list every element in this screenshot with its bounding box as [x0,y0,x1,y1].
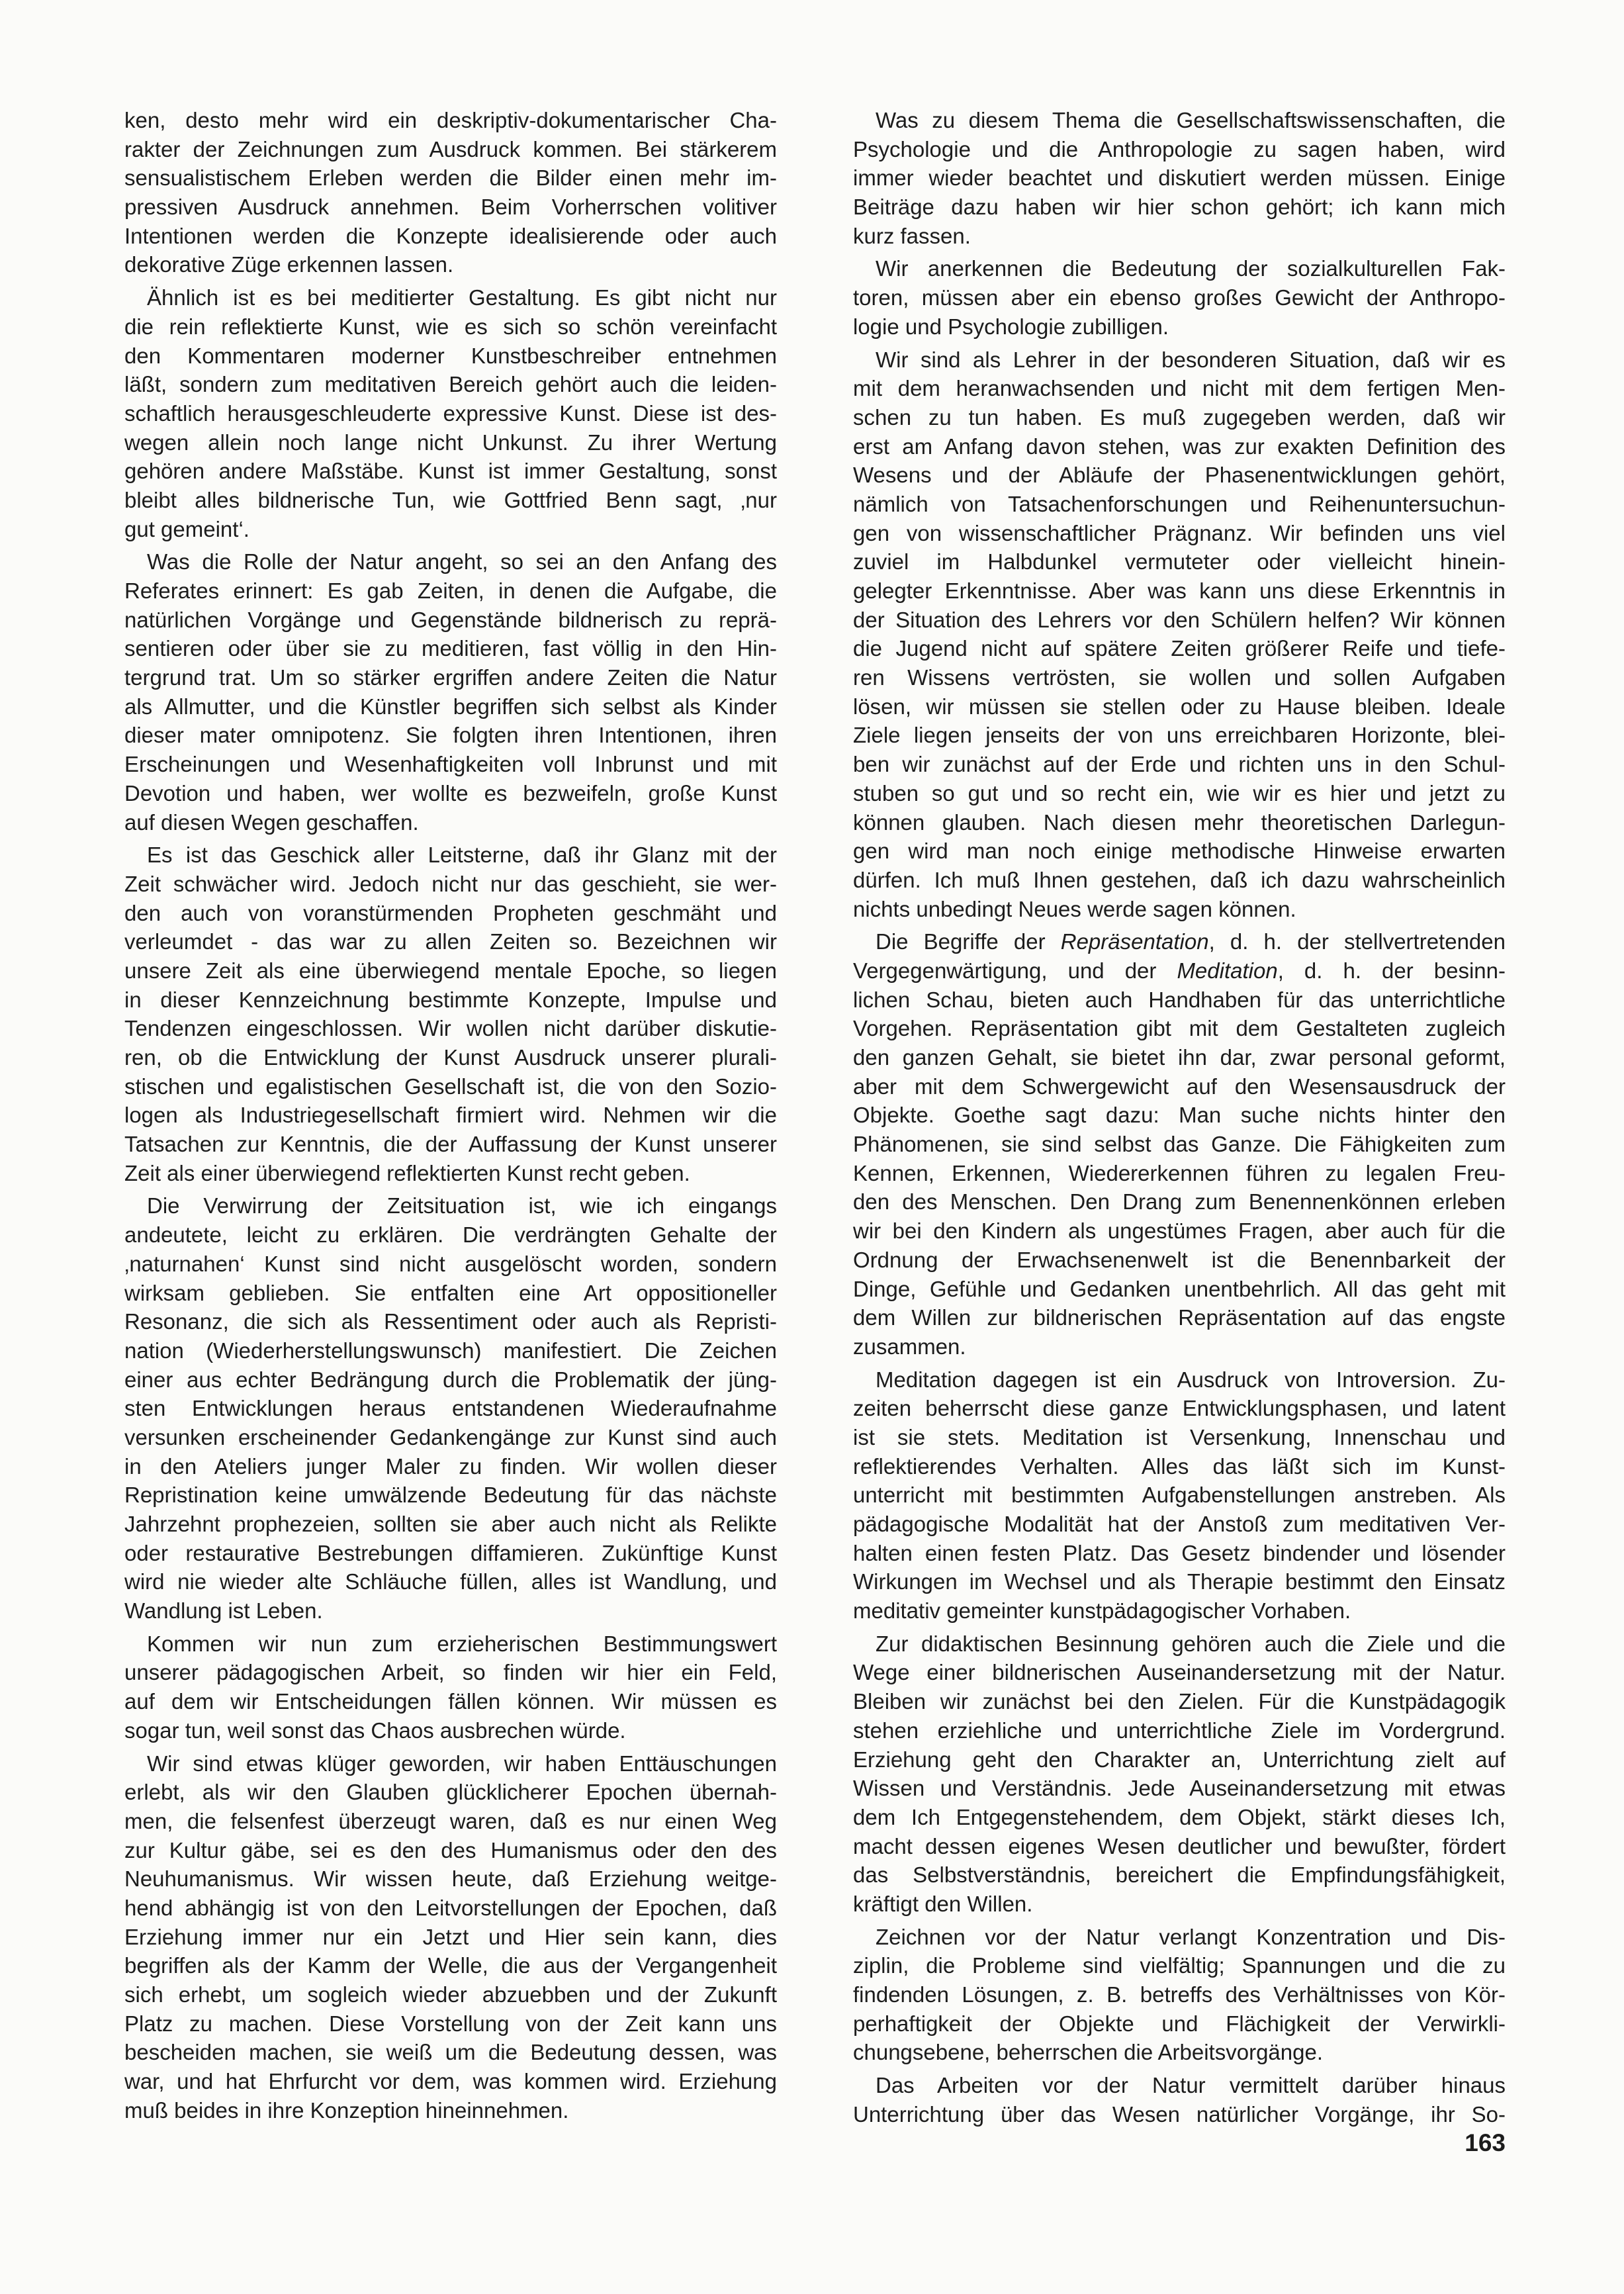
text-line: dürfen. Ich muß Ihnen gestehen, daß ich dazu wahrscheinlich [853,867,1506,892]
paragraph [124,283,777,543]
paragraph [853,1629,1506,1919]
text-line: ben wir zunächst auf der Erde und richten uns in den Schul- [853,752,1506,777]
text-line: hend abhängig ist von den Leitvorstellungen der Epochen, daß [124,1895,777,1920]
text-line: stehen erziehliche und unterrichtliche Ziele im Vordergrund. [853,1718,1506,1743]
text-line: Tatsachen zur Kenntnis, die der Auffassung der Kunst unserer [124,1132,777,1157]
text-line: als Allmutter, und die Künstler begriffen sich selbst als Kinder [124,694,777,719]
text-line: Zeit schwächer wird. Jedoch nicht nur das geschieht, sie wer- [124,871,777,896]
text-line: gut gemeint‘. [124,516,249,541]
text-line: unsere Zeit als eine überwiegend mentale Epoche, so liegen [124,958,777,983]
text-line [853,956,1506,986]
text-line: Zeit als einer überwiegend reflektierten Kunst recht geben. [124,1160,690,1185]
text-segment: , d. h. der stellvertretenden [1208,929,1506,954]
text-line: sensualistischem Erleben werden die Bilder einen mehr im- [124,165,777,191]
text-line: ren Wissens vertrösten, sie wollen und sollen Aufgaben [853,665,1506,690]
text-line: Dinge, Gefühle und Gedanken unentbehrlich. All das geht mit [853,1276,1506,1301]
text-line: sogar tun, weil sonst das Chaos ausbrechen würde. [124,1718,626,1743]
text-line: Wir sind etwas klüger geworden, wir haben Enttäuschungen [147,1751,777,1776]
text-line: Ähnlich ist es bei meditierter Gestaltung. Es gibt nicht nur [147,285,777,310]
paragraph [853,927,1506,1361]
text-line: logen als Industriegesellschaft firmiert wird. Nehmen wir die [124,1103,777,1128]
text-line: Ziele liegen jenseits der von uns erreichbaren Horizonte, blei- [853,723,1506,748]
text-line: dieser mater omnipotenz. Sie folgten ihren Intentionen, ihren [124,723,777,748]
text-line: Resonanz, die sich als Ressentiment oder auch als Repristi- [124,1309,777,1334]
text-line: dekorative Züge erkennen lassen. [124,252,454,277]
text-line: einer aus echter Bedrängung durch die Problematik der jüng- [124,1367,777,1392]
text-line: Unterrichtung über das Wesen natürlicher Vorgänge, ihr So- [853,2101,1506,2127]
text-line: Erziehung geht den Charakter an, Unterrichtung zielt auf [853,1747,1506,1772]
text-line: Repristination keine umwälzende Bedeutung für das nächste [124,1483,777,1508]
text-line: meditativ gemeinter kunstpädagogischer Vorhaben. [853,1598,1351,1624]
text-line: reflektierendes Verhalten. Alles das läßt sich im Kunst- [853,1453,1506,1479]
text-line: aber mit dem Schwergewicht auf den Wesensausdruck der [853,1074,1506,1099]
text-line: erst am Anfang davon stehen, was zur exakten Definition des [853,434,1506,459]
text-line: auf diesen Wegen geschaffen. [124,809,419,835]
paragraph [124,1749,777,2125]
text-line: sentieren oder über sie zu meditieren, fast völlig in den Hin- [124,636,777,661]
text-line: Devotion und haben, wer wollte es bezweifeln, große Kunst [124,780,777,805]
text-line: Wissen und Verständnis. Jede Auseinandersetzung mit etwas [853,1776,1506,1801]
text-line: stischen und egalistischen Gesellschaft ist, die von den Sozio- [124,1074,777,1099]
italic-term: Repräsentation [1060,929,1209,954]
text-line: wir bei den Kindern als ungestümes Fragen, aber auch für die [853,1218,1506,1244]
text-line: Phänomenen, sie sind selbst das Ganze. Die Fähigkeiten zum [853,1132,1506,1157]
text-line: die rein reflektierte Kunst, wie es sich so schön vereinfacht [124,314,777,339]
text-segment: Vergegenwärtigung, und der [853,958,1177,983]
text-line: den Kommentaren moderner Kunstbeschreiber entnehmen [124,343,777,368]
text-line: Wandlung ist Leben. [124,1598,323,1624]
text-line: Zur didaktischen Besinnung gehören auch die Ziele und die [876,1631,1506,1656]
text-line: nämlich von Tatsachenforschungen und Reihenuntersuchun- [853,491,1506,516]
text-line: chungsebene, beherrschen die Arbeitsvorgänge. [853,2040,1323,2065]
text-segment: Die Begriffe der [876,929,1061,954]
paragraph [124,1629,777,1745]
text-line: in den Ateliers junger Maler zu finden. Wir wollen dieser [124,1453,777,1479]
text-line: lösen, wir müssen sie stellen oder zu Hause bleiben. Ideale [853,694,1506,719]
text-line: ziplin, die Probleme sind vielfältig; Spannungen und die zu [853,1953,1506,1978]
text-line: Wege einer bildnerischen Auseinandersetzung mit der Natur. [853,1660,1506,1685]
text-line: Wirkungen im Wechsel und als Therapie bestimmt den Einsatz [853,1569,1506,1594]
text-line: den auch von voranstürmenden Propheten geschmäht und [124,900,777,925]
text-line: Wesens und der Abläufe der Phasenentwicklungen gehört, [853,463,1506,488]
text-line: schen zu tun haben. Es muß zugegeben werden, daß wir [853,404,1506,430]
text-line: mit dem heranwachsenden und nicht mit dem fertigen Men- [853,376,1506,401]
text-line: logie und Psychologie zubilligen. [853,314,1169,339]
text-line: verleumdet - das war zu allen Zeiten so. Bezeichnen wir [124,929,777,954]
text-line: zur Kultur gäbe, sei es den des Humanismus oder den des [124,1837,777,1862]
text-line: Bleiben wir zunächst bei den Zielen. Für die Kunstpädagogik [853,1689,1506,1714]
text-line: erlebt, als wir den Glauben glücklicherer Epochen übernah- [124,1780,777,1805]
right-column [853,106,1506,2129]
text-line: in dieser Kennzeichnung bestimmte Konzepte, Impulse und [124,987,777,1012]
text-line: gen wird man noch einige methodische Hinweise erwarten [853,839,1506,864]
paragraph [124,106,777,279]
text-line: auf dem wir Entscheidungen fällen können. Wir müssen es [124,1689,777,1714]
text-line: Tendenzen eingeschlossen. Wir wollen nicht darüber diskutie- [124,1016,777,1041]
paragraph [853,1365,1506,1626]
text-line: kräftigt den Willen. [853,1891,1033,1916]
text-line: Es ist das Geschick aller Leitsterne, daß ihr Glanz mit der [147,843,777,868]
text-line: gehören andere Maßstäbe. Kunst ist immer Gestaltung, sonst [124,459,777,484]
paragraph [124,1191,777,1625]
text-line: muß beides in ihre Konzeption hineinnehmen. [124,2097,569,2123]
text-line: bleibt alles bildnerische Tun, wie Gottfried Benn sagt, ‚nur [124,487,777,512]
text-line: läßt, sondern zum meditativen Bereich gehört auch die leiden- [124,372,777,397]
left-column [124,106,777,2125]
text-line: kurz fassen. [853,223,971,248]
text-line: Psychologie und die Anthropologie zu sagen haben, wird [853,136,1506,161]
text-line: können glauben. Nach diesen mehr theoretischen Darlegun- [853,809,1506,835]
text-line: das Selbstverständnis, bereichert die Empfindungsfähigkeit, [853,1862,1506,1888]
text-line: unserer pädagogischen Arbeit, so finden wir hier ein Feld, [124,1660,777,1685]
text-line: Platz zu machen. Diese Vorstellung von der Zeit kann uns [124,2011,777,2036]
text-line: wirksam geblieben. Sie entfalten eine Art oppositioneller [124,1280,777,1305]
paragraph [853,1923,1506,2067]
text-line: men, die felsenfest überzeugt waren, daß es nur einen Weg [124,1808,777,1833]
text-line: gen von wissenschaftlicher Prägnanz. Wir befinden uns viel [853,520,1506,545]
text-line: ist sie stets. Meditation ist Versenkung, Innenschau und [853,1424,1506,1449]
text-line: Jahrzehnt prophezeien, sollten sie aber auch nicht als Relikte [124,1512,777,1536]
text-line: unterricht mit bestimmten Aufgabenstellungen anstreben. Als [853,1483,1506,1508]
text-line: nation (Wiederherstellungswunsch) manifestiert. Die Zeichen [124,1338,777,1363]
paragraph [853,345,1506,924]
text-line: oder restaurative Bestrebungen diffamieren. Zukünftige Kunst [124,1540,777,1565]
page-number: 163 [1465,2129,1506,2156]
text-segment: , d. h. der besinn- [1277,958,1506,983]
paragraph [853,2071,1506,2129]
text-line: den ganzen Gehalt, sie bietet ihn dar, zwar personal geformt, [853,1045,1506,1070]
text-line: dem Ich Entgegenstehendem, dem Objekt, stärkt dieses Ich, [853,1804,1506,1829]
text-line: schaftlich herausgeschleuderte expressive Kunst. Diese ist des- [124,400,777,426]
text-line: ken, desto mehr wird ein deskriptiv-dokumentarischer Cha- [124,108,777,132]
text-line: lichen Schau, bieten auch Handhaben für das unterrichtliche [853,987,1506,1012]
text-line: sich erhebt, um sogleich wieder abzuebben und der Zukunft [124,1982,777,2007]
text-line: der Situation des Lehrers vor den Schülern helfen? Wir können [853,607,1506,632]
text-line: den des Menschen. Den Drang zum Benennenkönnen erleben [853,1189,1506,1215]
text-line: tergrund trat. Um so stärker ergriffen andere Zeiten die Natur [124,665,777,690]
text-line: Wir anerkennen die Bedeutung der sozialkulturellen Fak- [876,256,1506,281]
text-line: rakter der Zeichnungen zum Ausdruck kommen. Bei stärkerem [124,136,777,161]
text-line: pädagogische Modalität hat der Anstoß zum meditativen Ver- [853,1512,1506,1536]
text-line: bescheiden machen, sie weiß um die Bedeutung dessen, was [124,2040,777,2065]
text-line: dem Willen zur bildnerischen Repräsentation auf das engste [853,1305,1506,1330]
text-line: Vorgehen. Repräsentation gibt mit dem Gestalteten zugleich [853,1016,1506,1041]
text-line: toren, müssen aber ein ebenso großes Gewicht der Anthropo- [853,285,1506,310]
text-line: halten einen festen Platz. Das Gesetz bindender und lösender [853,1540,1506,1565]
text-line: gelegter Erkenntnisse. Aber was kann uns diese Erkenntnis in [853,578,1506,603]
text-line: zusammen. [853,1334,966,1359]
text-line: macht dessen eigenes Wesen deutlicher und bewußter, fördert [853,1833,1506,1858]
text-line: ‚naturnahen‘ Kunst sind nicht ausgelöscht worden, sondern [124,1251,777,1276]
text-line: nichts unbedingt Neues werde sagen können. [853,896,1296,921]
text-line: findenden Lösungen, z. B. betreffs des Verhältnisses von Kör- [853,1982,1506,2007]
text-line: Ordnung der Erwachsenenwelt ist die Benennbarkeit der [853,1247,1506,1272]
text-line: stuben so gut und so recht ein, wie wir es hier und jetzt zu [853,780,1506,805]
text-line: perhaftigkeit der Objekte und Flächigkeit der Verwirkli- [853,2011,1506,2036]
text-line: Meditation dagegen ist ein Ausdruck von Introversion. Zu- [876,1367,1506,1392]
text-line: wegen allein noch lange nicht Unkunst. Zu ihrer Wertung [124,430,777,455]
text-line: Wir sind als Lehrer in der besonderen Situation, daß wir es [876,347,1506,372]
text-line: immer wieder beachtet und diskutiert werden müssen. Einige [853,165,1506,191]
text-line: ren, ob die Entwicklung der Kunst Ausdruck unserer plurali- [124,1045,777,1070]
text-line: Die Verwirrung der Zeitsituation ist, wie ich eingangs [147,1193,777,1218]
text-line: Objekte. Goethe sagt dazu: Man suche nichts hinter den [853,1103,1506,1128]
paragraph [853,106,1506,250]
text-line: natürlichen Vorgänge und Gegenstände bildnerisch zu reprä- [124,607,777,632]
text-line: Kennen, Erkennen, Wiedererkennen führen zu legalen Freu- [853,1160,1506,1185]
text-line: Beiträge dazu haben wir hier schon gehört; ich kann mich [853,195,1506,220]
italic-term: Meditation [1177,958,1278,983]
text-line: Erscheinungen und Wesenhaftigkeiten voll Inbrunst und mit [124,752,777,777]
text-line [853,927,1506,956]
text-line: pressiven Ausdruck annehmen. Beim Vorherrschen volitiver [124,195,777,220]
text-line: Erziehung immer nur ein Jetzt und Hier sein kann, dies [124,1924,777,1949]
text-line: zuviel im Halbdunkel vermuteter oder vielleicht hinein- [853,549,1506,574]
text-line: Kommen wir nun zum erzieherischen Bestimmungswert [147,1631,777,1656]
paragraph [124,841,777,1187]
paragraph [124,547,777,837]
text-line: Intentionen werden die Konzepte idealisierende oder auch [124,223,777,248]
text-line: andeutete, leicht zu erklären. Die verdrängten Gehalte der [124,1222,777,1248]
text-line: die Jugend nicht auf spätere Zeiten größerer Reife und tiefe- [853,636,1506,661]
text-line: Referates erinnert: Es gab Zeiten, in denen die Aufgabe, die [124,578,777,603]
text-line: sten Entwicklungen heraus entstandenen Wiederaufnahme [124,1396,777,1421]
text-line: versunken erscheinender Gedankengänge zur Kunst sind auch [124,1424,777,1449]
text-line: Zeichnen vor der Natur verlangt Konzentration und Dis- [876,1924,1506,1949]
text-line: Neuhumanismus. Wir wissen heute, daß Erziehung weitge- [124,1866,777,1892]
text-line: war, und hat Ehrfurcht vor dem, was kommen wird. Erziehung [124,2069,777,2094]
text-line: Was die Rolle der Natur angeht, so sei an den Anfang des [147,549,777,574]
text-line: Was zu diesem Thema die Gesellschaftswissenschaften, die [876,108,1506,132]
text-line: begriffen als der Kamm der Welle, die aus der Vergangenheit [124,1953,777,1978]
text-line: zeiten beherrscht diese ganze Entwicklungsphasen, und latent [853,1396,1506,1421]
text-line: wird nie wieder alte Schläuche füllen, alles ist Wandlung, und [124,1569,777,1594]
paragraph [853,254,1506,341]
text-line: Das Arbeiten vor der Natur vermittelt darüber hinaus [876,2073,1506,2098]
